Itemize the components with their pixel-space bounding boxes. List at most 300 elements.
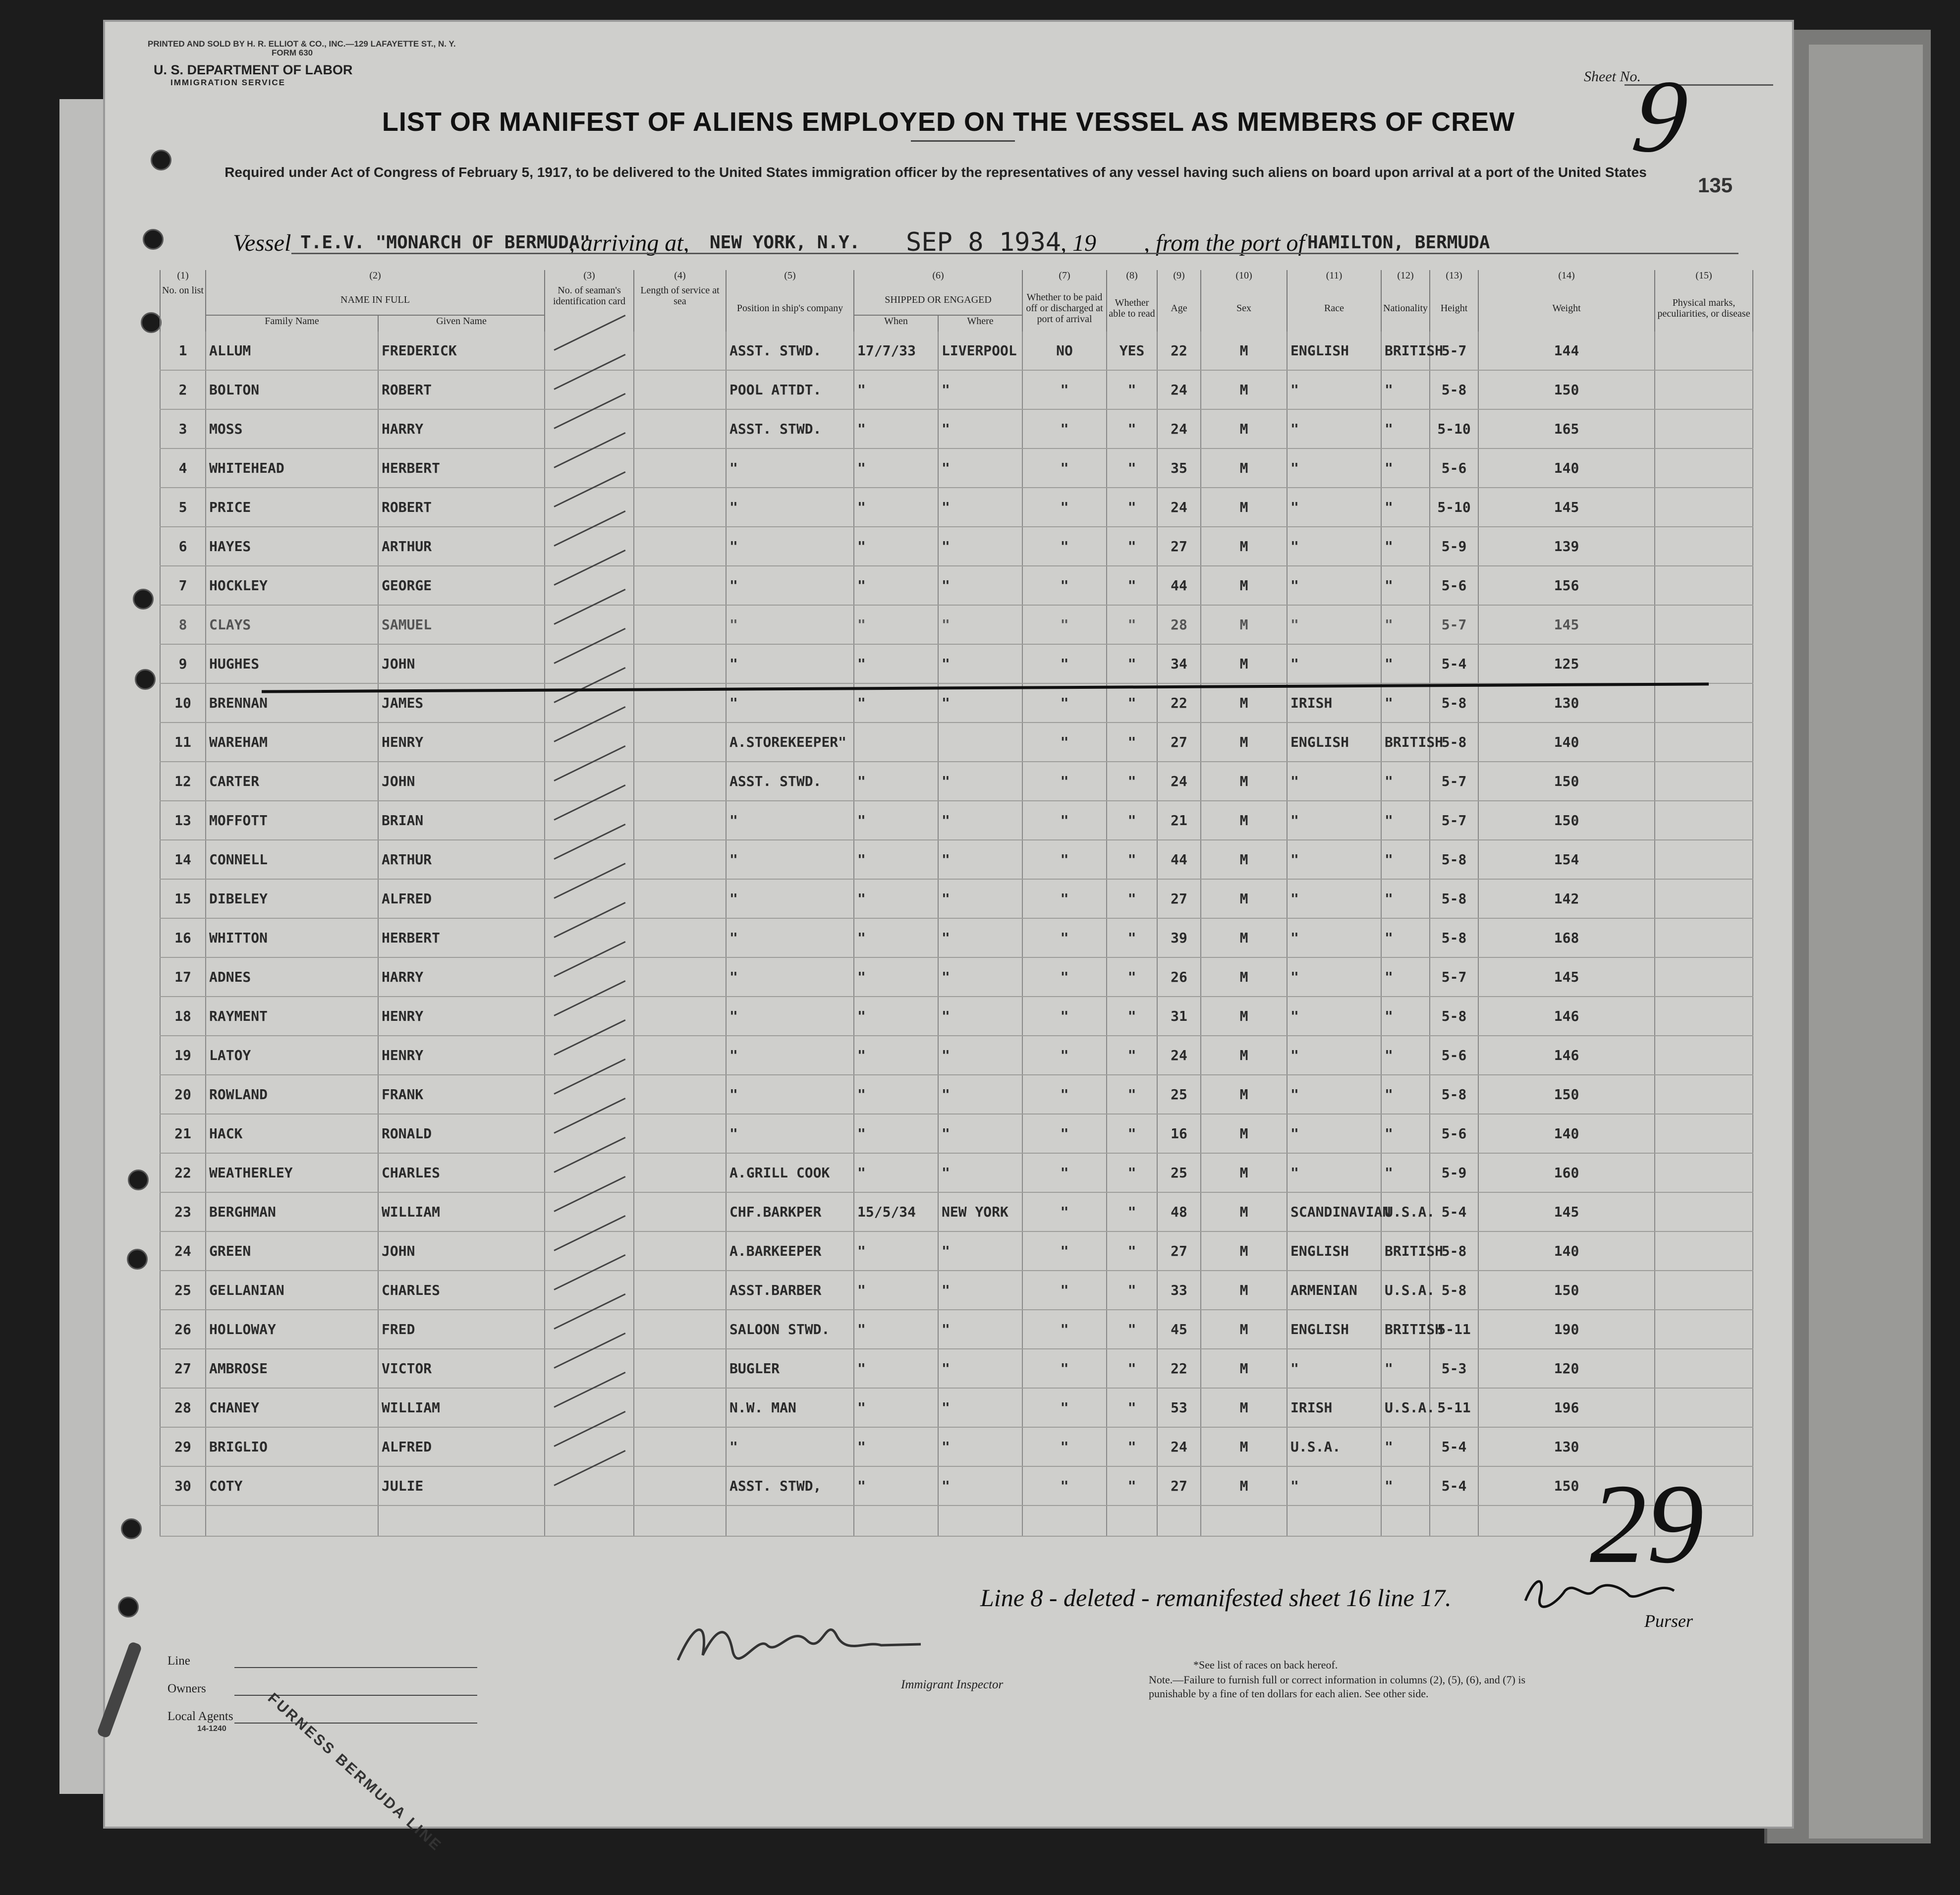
binder-left-edge	[59, 99, 104, 1794]
cell-given-name: FREDERICK	[378, 332, 545, 370]
purser-signature	[1520, 1571, 1679, 1611]
cell-family-name: HOLLOWAY	[206, 1310, 378, 1349]
cell-sex: M	[1201, 448, 1287, 488]
cell-row-number: 8	[160, 605, 206, 644]
header-no-on-list: No. on list	[160, 285, 206, 332]
cell-row-number: 1	[160, 332, 206, 370]
cell-sex: M	[1201, 1075, 1287, 1114]
cell-shipped-when: "	[854, 1310, 938, 1349]
cell-able-to-read: "	[1107, 957, 1157, 997]
cell-length-service	[634, 801, 726, 840]
cell-length-service	[634, 527, 726, 566]
cell-height: 5-6	[1430, 1036, 1478, 1075]
cell-sex: M	[1201, 1114, 1287, 1153]
cell-family-name: LATOY	[206, 1036, 378, 1075]
cell-weight: 150	[1478, 370, 1655, 409]
cell-physical-marks	[1655, 1114, 1753, 1153]
cell-age: 53	[1157, 1388, 1201, 1427]
cell-height: 5-6	[1430, 1114, 1478, 1153]
cell-nationality: "	[1381, 1349, 1430, 1388]
cell-position: "	[726, 840, 854, 879]
cell-age: 27	[1157, 723, 1201, 762]
cell-paid-off: "	[1022, 566, 1107, 605]
cell-paid-off: "	[1022, 1271, 1107, 1310]
cell-shipped-where: "	[938, 1310, 1022, 1349]
cell-position: "	[726, 1427, 854, 1466]
table-row	[160, 1036, 1753, 1075]
inspector-signature	[668, 1606, 926, 1670]
cell-physical-marks	[1655, 488, 1753, 527]
cell-age: 25	[1157, 1153, 1201, 1192]
cell-weight: 168	[1478, 918, 1655, 957]
cell-position: SALOON STWD.	[726, 1310, 854, 1349]
cell-able-to-read: "	[1107, 1427, 1157, 1466]
cell-able-to-read: "	[1107, 1231, 1157, 1271]
cell-given-name: WILLIAM	[378, 1192, 545, 1231]
cell-blank	[1381, 1505, 1430, 1536]
col-number: (5)	[726, 270, 854, 285]
cell-age: 34	[1157, 644, 1201, 683]
cell-paid-off: "	[1022, 1427, 1107, 1466]
cell-position: BUGLER	[726, 1349, 854, 1388]
cell-given-name: CHARLES	[378, 1153, 545, 1192]
cell-given-name: GEORGE	[378, 566, 545, 605]
cell-height: 5-11	[1430, 1310, 1478, 1349]
cell-paid-off: "	[1022, 1310, 1107, 1349]
cell-position: "	[726, 957, 854, 997]
cell-position: ASST. STWD.	[726, 762, 854, 801]
cell-blank	[854, 1505, 938, 1536]
table-row	[160, 1427, 1753, 1466]
cell-race: "	[1287, 840, 1381, 879]
cell-given-name: FRED	[378, 1310, 545, 1349]
col-number: (12)	[1381, 270, 1430, 285]
cell-physical-marks	[1655, 1153, 1753, 1192]
cell-sex: M	[1201, 1349, 1287, 1388]
cell-paid-off: "	[1022, 527, 1107, 566]
cell-position: "	[726, 918, 854, 957]
cell-length-service	[634, 448, 726, 488]
cell-blank	[378, 1505, 545, 1536]
cell-weight: 154	[1478, 840, 1655, 879]
cell-physical-marks	[1655, 370, 1753, 409]
departure-port: HAMILTON, BERMUDA	[1307, 232, 1490, 253]
cell-height: 5-8	[1430, 723, 1478, 762]
cell-age: 24	[1157, 409, 1201, 448]
header-given-name: Given Name	[378, 315, 545, 332]
cell-length-service	[634, 1231, 726, 1271]
cell-height: 5-6	[1430, 566, 1478, 605]
arriving-label: , arriving at,	[569, 230, 689, 256]
cell-paid-off: "	[1022, 409, 1107, 448]
cell-length-service	[634, 488, 726, 527]
cell-family-name: BRIGLIO	[206, 1427, 378, 1466]
cell-able-to-read: "	[1107, 997, 1157, 1036]
cell-physical-marks	[1655, 1271, 1753, 1310]
cell-paid-off: "	[1022, 957, 1107, 997]
cell-physical-marks	[1655, 1349, 1753, 1388]
cell-race: "	[1287, 370, 1381, 409]
cell-age: 27	[1157, 879, 1201, 918]
cell-length-service	[634, 1310, 726, 1349]
cell-weight: 165	[1478, 409, 1655, 448]
cell-id-card-mark	[545, 1349, 634, 1388]
page-edge-mark	[1853, 50, 1883, 99]
races-note: *See list of races on back hereof.	[1193, 1659, 1338, 1671]
cell-shipped-where: "	[938, 1075, 1022, 1114]
cell-race: ENGLISH	[1287, 1310, 1381, 1349]
cell-nationality: "	[1381, 762, 1430, 801]
cell-paid-off: "	[1022, 1466, 1107, 1505]
cell-position: "	[726, 605, 854, 644]
cell-row-number: 12	[160, 762, 206, 801]
header-length-service: Length of service at sea	[634, 285, 726, 332]
cell-nationality: U.S.A.	[1381, 1192, 1430, 1231]
cell-height: 5-8	[1430, 683, 1478, 723]
cell-shipped-when: "	[854, 762, 938, 801]
header-able-to-read: Whether able to read	[1107, 285, 1157, 332]
cell-position: "	[726, 1075, 854, 1114]
cell-sex: M	[1201, 527, 1287, 566]
cell-length-service	[634, 1153, 726, 1192]
cell-given-name: BRIAN	[378, 801, 545, 840]
cell-given-name: FRANK	[378, 1075, 545, 1114]
cell-weight: 150	[1478, 762, 1655, 801]
cell-family-name: BOLTON	[206, 370, 378, 409]
cell-shipped-where: LIVERPOOL	[938, 332, 1022, 370]
cell-nationality: "	[1381, 644, 1430, 683]
cell-given-name: HERBERT	[378, 918, 545, 957]
cell-length-service	[634, 1075, 726, 1114]
cell-given-name: JOHN	[378, 644, 545, 683]
cell-age: 26	[1157, 957, 1201, 997]
cell-sex: M	[1201, 840, 1287, 879]
cell-family-name: MOSS	[206, 409, 378, 448]
cell-position: ASST. STWD.	[726, 409, 854, 448]
cell-sex: M	[1201, 1231, 1287, 1271]
cell-row-number: 24	[160, 1231, 206, 1271]
cell-id-card-mark	[545, 566, 634, 605]
department-heading	[154, 63, 353, 89]
cell-row-number: 9	[160, 644, 206, 683]
cell-age: 22	[1157, 332, 1201, 370]
cell-nationality: "	[1381, 1036, 1430, 1075]
manifest-title: LIST OR MANIFEST OF ALIENS EMPLOYED ON THE VESSEL AS MEMBERS OF CREW	[382, 107, 1515, 137]
cell-able-to-read: "	[1107, 1192, 1157, 1231]
cell-able-to-read: "	[1107, 918, 1157, 957]
table-row	[160, 527, 1753, 566]
sheet-no-value: 9	[1626, 59, 1695, 174]
cell-given-name: RONALD	[378, 1114, 545, 1153]
cell-age: 31	[1157, 997, 1201, 1036]
cell-nationality: "	[1381, 409, 1430, 448]
cell-weight: 150	[1478, 1466, 1655, 1505]
binder-hole	[133, 589, 154, 610]
cell-age: 22	[1157, 683, 1201, 723]
cell-family-name: ADNES	[206, 957, 378, 997]
cell-paid-off: "	[1022, 448, 1107, 488]
cell-race: "	[1287, 957, 1381, 997]
cell-age: 35	[1157, 448, 1201, 488]
cell-paid-off: "	[1022, 1036, 1107, 1075]
cell-paid-off: "	[1022, 605, 1107, 644]
cell-height: 5-10	[1430, 409, 1478, 448]
cell-height: 5-8	[1430, 1075, 1478, 1114]
cell-row-number: 26	[160, 1310, 206, 1349]
table-row	[160, 370, 1753, 409]
cell-given-name: HENRY	[378, 723, 545, 762]
table-row	[160, 879, 1753, 918]
cell-shipped-when: "	[854, 1075, 938, 1114]
header-sex: Sex	[1201, 285, 1287, 332]
cell-id-card-mark	[545, 1466, 634, 1505]
cell-race: "	[1287, 488, 1381, 527]
cell-family-name: GELLANIAN	[206, 1271, 378, 1310]
cell-shipped-when: "	[854, 1271, 938, 1310]
cell-able-to-read: "	[1107, 527, 1157, 566]
cell-id-card-mark	[545, 1114, 634, 1153]
binder-hole	[135, 669, 156, 690]
cell-shipped-where: "	[938, 644, 1022, 683]
cell-paid-off: "	[1022, 683, 1107, 723]
binder-hole	[121, 1518, 142, 1539]
cell-height: 5-9	[1430, 527, 1478, 566]
cell-id-card-mark	[545, 1388, 634, 1427]
cell-row-number: 30	[160, 1466, 206, 1505]
cell-id-card-mark	[545, 1271, 634, 1310]
cell-row-number: 4	[160, 448, 206, 488]
cell-length-service	[634, 1388, 726, 1427]
cell-given-name: CHARLES	[378, 1271, 545, 1310]
cell-sex: M	[1201, 1466, 1287, 1505]
cell-given-name: ALFRED	[378, 879, 545, 918]
cell-physical-marks	[1655, 1231, 1753, 1271]
cell-shipped-where: "	[938, 448, 1022, 488]
cell-physical-marks	[1655, 409, 1753, 448]
cell-length-service	[634, 1466, 726, 1505]
cell-length-service	[634, 840, 726, 879]
cell-age: 16	[1157, 1114, 1201, 1153]
cell-nationality: "	[1381, 957, 1430, 997]
furness-bermuda-line-stamp: FURNESS BERMUDA LINE	[264, 1690, 446, 1855]
cell-paid-off: NO	[1022, 332, 1107, 370]
cell-shipped-where: "	[938, 370, 1022, 409]
cell-nationality: "	[1381, 527, 1430, 566]
table-row	[160, 1192, 1753, 1231]
cell-family-name: ALLUM	[206, 332, 378, 370]
cell-paid-off: "	[1022, 1231, 1107, 1271]
cell-row-number: 19	[160, 1036, 206, 1075]
cell-weight: 125	[1478, 644, 1655, 683]
cell-paid-off: "	[1022, 997, 1107, 1036]
cell-position: A.GRILL COOK	[726, 1153, 854, 1192]
cell-row-number: 13	[160, 801, 206, 840]
header-where: Where	[938, 315, 1022, 332]
cell-given-name: JULIE	[378, 1466, 545, 1505]
cell-shipped-when: "	[854, 370, 938, 409]
cell-weight: 150	[1478, 801, 1655, 840]
cell-sex: M	[1201, 566, 1287, 605]
cell-family-name: HOCKLEY	[206, 566, 378, 605]
cell-paid-off: "	[1022, 879, 1107, 918]
cell-id-card-mark	[545, 1231, 634, 1271]
cell-age: 22	[1157, 1349, 1201, 1388]
cell-age: 45	[1157, 1310, 1201, 1349]
binder-hole	[141, 312, 162, 333]
table-row	[160, 448, 1753, 488]
col-number: (13)	[1430, 270, 1478, 285]
table-row	[160, 1310, 1753, 1349]
column-header-row	[160, 285, 1753, 315]
cell-able-to-read: "	[1107, 879, 1157, 918]
header-paid-off: Whether to be paid off or discharged at port of arrival	[1022, 285, 1107, 332]
cell-physical-marks	[1655, 879, 1753, 918]
cell-shipped-when: "	[854, 918, 938, 957]
cell-race: "	[1287, 801, 1381, 840]
cell-paid-off: "	[1022, 801, 1107, 840]
table-row	[160, 1231, 1753, 1271]
cell-family-name: RAYMENT	[206, 997, 378, 1036]
cell-able-to-read: "	[1107, 1075, 1157, 1114]
cell-blank	[206, 1505, 378, 1536]
cell-row-number: 28	[160, 1388, 206, 1427]
cell-row-number: 27	[160, 1349, 206, 1388]
cell-family-name: WHITEHEAD	[206, 448, 378, 488]
cell-paid-off: "	[1022, 762, 1107, 801]
purser-label: Purser	[1644, 1611, 1693, 1631]
cell-family-name: CLAYS	[206, 605, 378, 644]
cell-shipped-where: "	[938, 605, 1022, 644]
cell-sex: M	[1201, 918, 1287, 957]
cell-length-service	[634, 723, 726, 762]
arrival-date-stamp: SEP 8 1934	[906, 227, 1062, 257]
crew-total-handwritten: 29	[1590, 1460, 1704, 1587]
cell-id-card-mark	[545, 488, 634, 527]
cell-id-card-mark	[545, 879, 634, 918]
manifest-subtitle: Required under Act of Congress of February 5, 1917, to be delivered to the United States immigration officer by the representatives of any vessel having such aliens on board upon arrival at a port of the United States	[224, 165, 1647, 180]
cell-family-name: DIBELEY	[206, 879, 378, 918]
cell-physical-marks	[1655, 1310, 1753, 1349]
cell-row-number: 25	[160, 1271, 206, 1310]
cell-sex: M	[1201, 1153, 1287, 1192]
cell-weight: 140	[1478, 448, 1655, 488]
cell-height: 5-3	[1430, 1349, 1478, 1388]
cell-able-to-read: "	[1107, 1271, 1157, 1310]
cell-position: A.BARKEEPER	[726, 1231, 854, 1271]
cell-family-name: GREEN	[206, 1231, 378, 1271]
header-name-in-full: NAME IN FULL	[206, 285, 545, 315]
cell-paid-off: "	[1022, 723, 1107, 762]
cell-family-name: HUGHES	[206, 644, 378, 683]
cell-shipped-when: "	[854, 683, 938, 723]
col-number: (8)	[1107, 270, 1157, 285]
table-row	[160, 801, 1753, 840]
cell-weight: 144	[1478, 332, 1655, 370]
cell-race: ARMENIAN	[1287, 1271, 1381, 1310]
cell-blank	[545, 1505, 634, 1536]
cell-age: 39	[1157, 918, 1201, 957]
cell-shipped-where: "	[938, 957, 1022, 997]
cell-length-service	[634, 1271, 726, 1310]
cell-height: 5-8	[1430, 1231, 1478, 1271]
cell-race: SCANDINAVIAN	[1287, 1192, 1381, 1231]
cell-position: "	[726, 1114, 854, 1153]
cell-family-name: ROWLAND	[206, 1075, 378, 1114]
cell-physical-marks	[1655, 527, 1753, 566]
binder-background-2	[1809, 45, 1923, 1839]
cell-age: 27	[1157, 527, 1201, 566]
cell-family-name: CHANEY	[206, 1388, 378, 1427]
cell-length-service	[634, 1192, 726, 1231]
col-number: (1)	[160, 270, 206, 285]
form-number: FORM 630	[272, 48, 313, 57]
table-row	[160, 1466, 1753, 1505]
cell-id-card-mark	[545, 370, 634, 409]
cell-position: ASST. STWD,	[726, 1466, 854, 1505]
cell-weight: 120	[1478, 1349, 1655, 1388]
cell-height: 5-7	[1430, 605, 1478, 644]
cell-race: "	[1287, 1153, 1381, 1192]
cell-given-name: HENRY	[378, 1036, 545, 1075]
table-row	[160, 409, 1753, 448]
cell-position: A.STOREKEEPER"	[726, 723, 854, 762]
cell-physical-marks	[1655, 918, 1753, 957]
cell-id-card-mark	[545, 997, 634, 1036]
cell-sex: M	[1201, 1310, 1287, 1349]
header-weight: Weight	[1478, 285, 1655, 332]
cell-length-service	[634, 1114, 726, 1153]
cell-family-name: CARTER	[206, 762, 378, 801]
cell-length-service	[634, 409, 726, 448]
cell-blank	[1157, 1505, 1201, 1536]
cell-shipped-when: "	[854, 1388, 938, 1427]
cell-shipped-where: "	[938, 683, 1022, 723]
cell-nationality: "	[1381, 1466, 1430, 1505]
cell-id-card-mark	[545, 1427, 634, 1466]
cell-physical-marks	[1655, 957, 1753, 997]
cell-nationality: "	[1381, 605, 1430, 644]
cell-given-name: SAMUEL	[378, 605, 545, 644]
cell-able-to-read: "	[1107, 1349, 1157, 1388]
cell-sex: M	[1201, 332, 1287, 370]
cell-paid-off: "	[1022, 644, 1107, 683]
cell-physical-marks	[1655, 448, 1753, 488]
cell-age: 24	[1157, 370, 1201, 409]
cell-able-to-read: "	[1107, 1466, 1157, 1505]
cell-nationality: "	[1381, 1075, 1430, 1114]
cell-row-number: 22	[160, 1153, 206, 1192]
cell-sex: M	[1201, 644, 1287, 683]
cell-weight: 130	[1478, 1427, 1655, 1466]
cell-paid-off: "	[1022, 1075, 1107, 1114]
cell-physical-marks	[1655, 332, 1753, 370]
table-blank-row	[160, 1505, 1753, 1536]
cell-able-to-read: "	[1107, 448, 1157, 488]
cell-weight: 140	[1478, 723, 1655, 762]
cell-shipped-when: "	[854, 879, 938, 918]
cell-nationality: "	[1381, 801, 1430, 840]
cell-sex: M	[1201, 1271, 1287, 1310]
cell-able-to-read: "	[1107, 723, 1157, 762]
cell-race: "	[1287, 566, 1381, 605]
cell-family-name: BERGHMAN	[206, 1192, 378, 1231]
cell-shipped-when: "	[854, 957, 938, 997]
cell-shipped-when: "	[854, 566, 938, 605]
fine-note: Note.—Failure to furnish full or correct information in columns (2), (5), (6), and (7) is punishable by a fine of ten dollars for each alien. See other side.	[1149, 1673, 1526, 1700]
cell-id-card-mark	[545, 762, 634, 801]
cell-shipped-where: "	[938, 1466, 1022, 1505]
col-number: (4)	[634, 270, 726, 285]
